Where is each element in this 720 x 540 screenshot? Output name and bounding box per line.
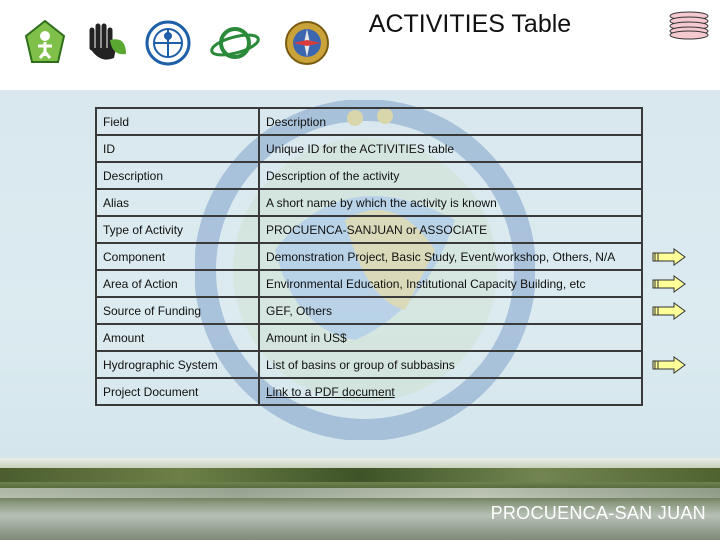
stacked-disks-icon[interactable]	[668, 10, 710, 40]
description-cell: A short name by which the activity is known	[259, 189, 642, 216]
table-row	[96, 243, 642, 270]
description-cell: PROCUENCA-SANJUAN or ASSOCIATE	[259, 216, 642, 243]
table-row	[96, 378, 642, 405]
field-cell: Description	[96, 162, 259, 189]
column-header-field: Field	[96, 108, 259, 135]
description-cell: Unique ID for the ACTIVITIES table	[259, 135, 642, 162]
description-cell: Description of the activity	[259, 162, 642, 189]
leaf-hands-logo	[20, 18, 70, 68]
pdf-document-link[interactable]: Link to a PDF document	[266, 384, 395, 399]
field-cell: Component	[96, 243, 259, 270]
table-row	[96, 297, 642, 324]
right-arrow-icon[interactable]	[652, 356, 686, 374]
right-arrow-icon[interactable]	[652, 275, 686, 293]
table-row	[96, 351, 642, 378]
footer-vegetation-band	[0, 468, 720, 482]
table-row	[96, 162, 642, 189]
table-body	[96, 108, 642, 405]
description-cell: Environmental Education, Institutional Capacity Building, etc	[259, 270, 642, 297]
description-cell: Demonstration Project, Basic Study, Event/workshop, Others, N/A	[259, 243, 642, 270]
table-header-row	[96, 108, 642, 135]
table-row	[96, 324, 642, 351]
field-cell: Area of Action	[96, 270, 259, 297]
field-cell: Hydrographic System	[96, 351, 259, 378]
footer-brand-text: PROCUENCA-SAN JUAN	[490, 503, 706, 523]
field-cell: Alias	[96, 189, 259, 216]
gef-globe-logo	[210, 18, 260, 68]
table-row	[96, 270, 642, 297]
footer-river-band	[0, 488, 720, 498]
field-cell: Project Document	[96, 378, 259, 405]
page-title: ACTIVITIES Table	[368, 10, 572, 38]
field-cell: Source of Funding	[96, 297, 259, 324]
table-row	[96, 189, 642, 216]
right-arrow-icon[interactable]	[652, 248, 686, 266]
table-row	[96, 135, 642, 162]
right-arrow-icon[interactable]	[652, 302, 686, 320]
description-cell	[259, 378, 642, 405]
description-cell: List of basins or group of subbasins	[259, 351, 642, 378]
footer-banner	[0, 458, 720, 540]
oas-seal-logo	[282, 18, 332, 68]
field-cell: Amount	[96, 324, 259, 351]
field-cell: Type of Activity	[96, 216, 259, 243]
table-row	[96, 216, 642, 243]
description-cell: GEF, Others	[259, 297, 642, 324]
activities-table	[95, 107, 643, 406]
unep-logo	[143, 18, 193, 68]
description-cell: Amount in US$	[259, 324, 642, 351]
field-cell: ID	[96, 135, 259, 162]
column-header-description: Description	[259, 108, 642, 135]
header	[0, 0, 720, 90]
hand-leaf-logo	[82, 18, 132, 68]
